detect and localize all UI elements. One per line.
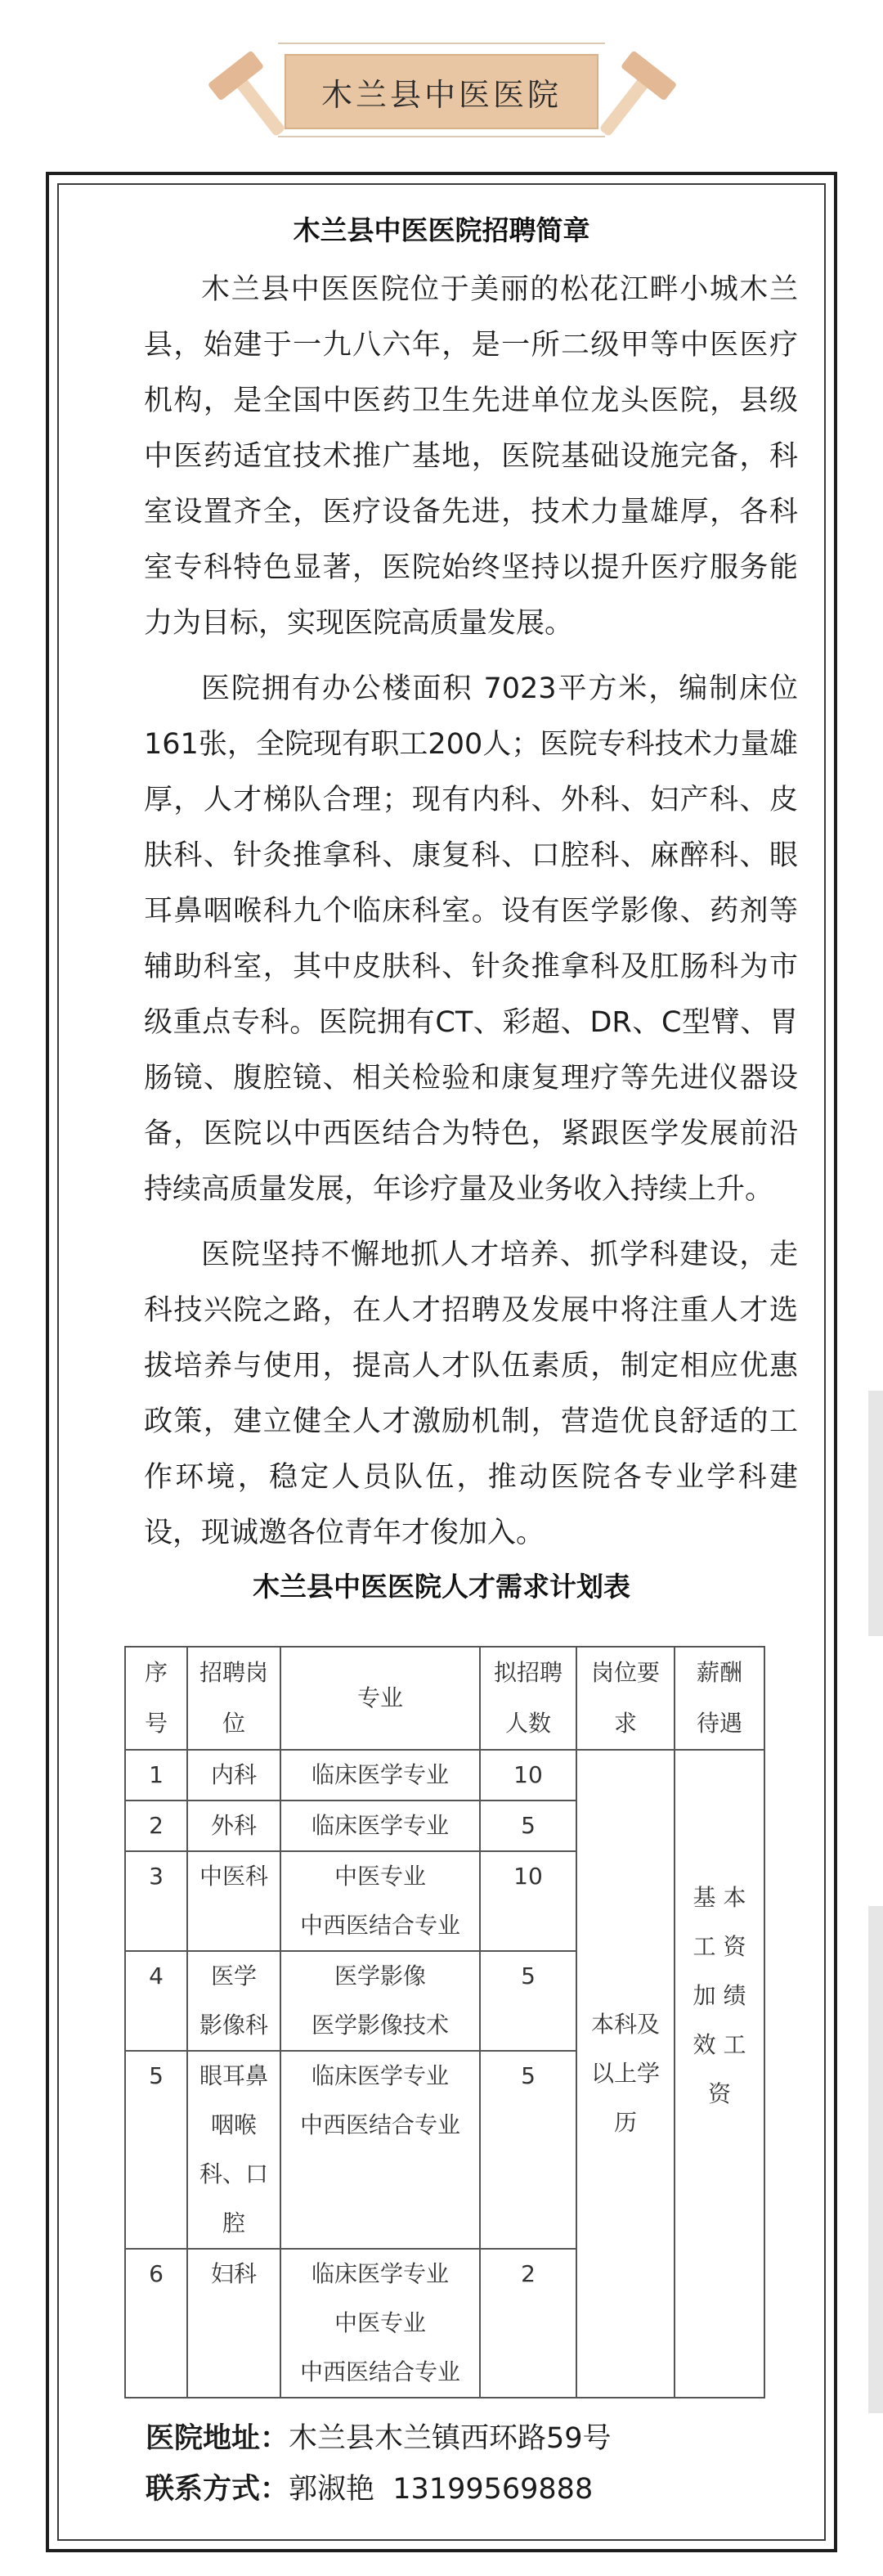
paragraph-recruitment: 医院坚持不懈地抓人才培养、抓学科建设，走科技兴院之路，在人才招聘及发展中将注重人才选拔培养与使用，提高人才队伍素质，制定相应优惠政策，建立健全人才激励机制，营造优良舒适的工作环境，稳定人员队伍，推动医院各专业学科建设，现诚邀各位青年才俊加入。 [144, 1239, 798, 1549]
edge-shadow [868, 1391, 883, 1636]
table-row [125, 1750, 764, 1801]
header-requirement: 岗位要 求 [576, 1647, 675, 1750]
cell-dept: 妇科 [187, 2249, 280, 2398]
contact-footer [146, 2413, 816, 2515]
address-value: 木兰县木兰镇西环路59号 [289, 2422, 612, 2455]
header-seq: 序 号 [125, 1647, 187, 1750]
cell-salary: 基 本 工 资 加 绩 效 工 资 [675, 1750, 764, 2398]
hospital-name-box [285, 54, 598, 129]
contact-label: 联系方式： [146, 2473, 289, 2506]
cell-seq: 5 [125, 2051, 187, 2249]
cell-dept: 中医科 [187, 1851, 280, 1951]
cell-major: 临床医学专业 [280, 1801, 480, 1851]
cell-requirement: 本科及 以上学 历 [576, 1750, 675, 2398]
paragraph-intro: 木兰县中医医院位于美丽的松花江畔小城木兰县，始建于一九八六年，是一所二级甲等中医医疗机构，是全国中医药卫生先进单位龙头医院，县级中医药适宜技术推广基地，医院基础设施完备，科室设置齐全，医疗设备先进，技术力量雄厚，各科室专科特色显著，医院始终坚持以提升医疗服务能力为目标，实现医院高质量发展。 [144, 273, 798, 640]
article-title: 木兰县中医医院招聘简章 [293, 214, 590, 246]
contact-line [146, 2464, 816, 2515]
cell-count: 10 [480, 1851, 576, 1951]
cell-major: 临床医学专业 中医专业 中西医结合专业 [280, 2249, 480, 2398]
recruitment-plan-table [124, 1646, 765, 2398]
cell-seq: 6 [125, 2249, 187, 2398]
cell-count: 5 [480, 2051, 576, 2249]
header-major: 专业 [280, 1647, 480, 1750]
table-title: 木兰县中医医院人才需求计划表 [253, 1571, 630, 1603]
cell-major: 中医专业 中西医结合专业 [280, 1851, 480, 1951]
cell-seq: 4 [125, 1951, 187, 2051]
cell-dept: 外科 [187, 1801, 280, 1851]
cell-major: 医学影像 医学影像技术 [280, 1951, 480, 2051]
header-position: 招聘岗 位 [187, 1647, 280, 1750]
header-count: 拟招聘 人数 [480, 1647, 576, 1750]
cell-dept: 内科 [187, 1750, 280, 1801]
header-salary: 薪酬 待遇 [675, 1647, 764, 1750]
cell-count: 5 [480, 1801, 576, 1851]
cell-count: 5 [480, 1951, 576, 2051]
address-line [146, 2413, 816, 2464]
edge-shadow [868, 1906, 883, 2413]
table-header-row [125, 1647, 764, 1750]
cell-seq: 3 [125, 1851, 187, 1951]
cell-major: 临床医学专业 [280, 1750, 480, 1801]
recruitment-plan-table-area [124, 1646, 764, 2398]
banner-bottom-line [278, 136, 605, 137]
hospital-name: 木兰县中医医院 [320, 76, 562, 113]
article-body [144, 262, 798, 1571]
address-label: 医院地址： [146, 2422, 289, 2455]
cell-dept: 医学 影像科 [187, 1951, 280, 2051]
cell-count: 2 [480, 2249, 576, 2398]
cell-seq: 1 [125, 1750, 187, 1801]
paragraph-facilities: 医院拥有办公楼面积 7023平方米，编制床位161张，全院现有职工200人；医院专科技术力量雄厚，人才梯队合理；现有内科、外科、妇产科、皮肤科、针灸推拿科、康复科、口腔科、麻醉科、眼耳鼻咽喉科九个临床科室。设有医学影像、药剂等辅助科室，其中皮肤科、针灸推拿科及肛肠科为市级重点专科。医院拥有CT、彩超、DR、C型臂、胃肠镜、腹腔镜、相关检验和康复理疗等先进仪器设备，医院以中西医结合为特色，紧跟医学发展前沿持续高质量发展，年诊疗量及业务收入持续上升。 [144, 672, 798, 1206]
contact-value: 郭淑艳 13199569888 [289, 2473, 594, 2506]
cell-count: 10 [480, 1750, 576, 1801]
cell-dept: 眼耳鼻 咽喉 科、口 腔 [187, 2051, 280, 2249]
header-banner [0, 0, 883, 155]
cell-major: 临床医学专业 中西医结合专业 [280, 2051, 480, 2249]
cell-seq: 2 [125, 1801, 187, 1851]
banner-top-line [278, 43, 605, 44]
